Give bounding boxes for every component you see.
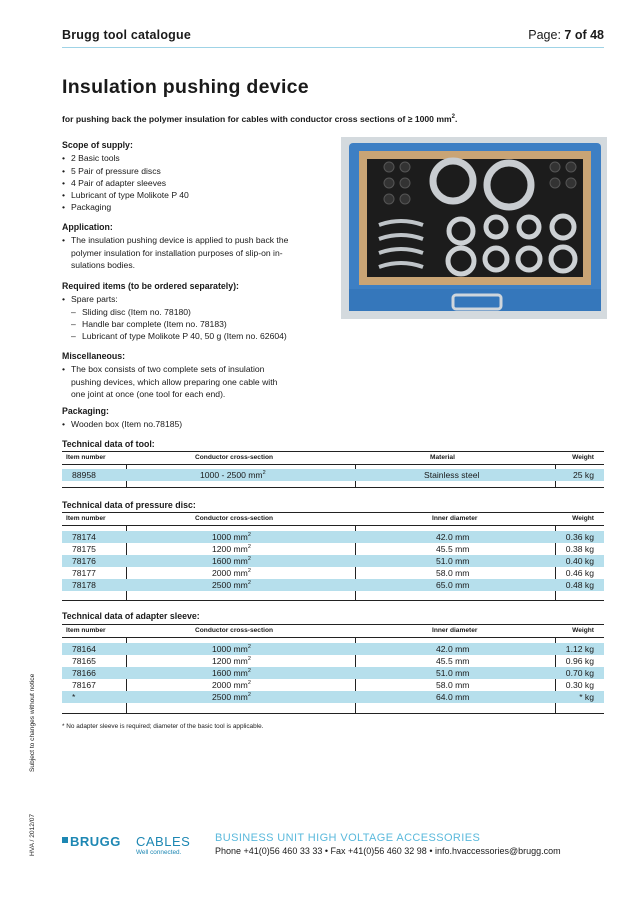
list-item: – Handle bar complete (Item no. 78183) [62,318,332,330]
cell-item: 78176 [72,556,96,566]
misc-list [62,363,332,400]
col-cross-section: Conductor cross-section [195,515,274,522]
cell-material: Stainless steel [424,470,480,480]
footnote: * No adapter sleeve is required; diameter of the basic tool is applicable. [62,723,264,730]
table-body [62,465,604,488]
cell-cross: 1200 $mm^2$ [212,656,251,666]
catalogue-title: Brugg tool catalogue [62,28,191,42]
cell-item: 78174 [72,532,96,542]
page-number: Page: 7 of 48 [528,28,604,42]
packaging-section [62,405,332,431]
application-section [62,221,332,271]
list-item: • 2 Basic tools [62,152,332,164]
table-row [62,469,604,481]
tool-box-illustration [341,137,607,319]
table-body [62,638,604,714]
table-row [62,655,604,667]
table-row [62,667,604,679]
misc-section [62,350,332,400]
sleeve-table-title: Technical data of adapter sleeve: [62,611,200,621]
cell-cross: 2000 $mm^2$ [212,568,251,578]
cell-inner-diameter: 51.0 mm [436,556,470,566]
table-row [62,543,604,555]
col-cross-section: Conductor cross-section [195,627,274,634]
cell-weight: 25 kg [572,470,594,480]
sleeve-table [62,624,604,714]
side-notice: Subject to changes without notice [29,673,36,772]
scope-section [62,139,332,214]
col-weight: Weight [572,515,594,522]
cell-weight: 0.70 kg [565,668,594,678]
cell-inner-diameter: 65.0 mm [436,580,470,590]
cell-item: 78165 [72,656,96,666]
brugg-logo [62,832,198,858]
list-item: • Wooden box (Item no.78185) [62,418,332,430]
cell-item: 88958 [72,470,96,480]
business-unit: BUSINESS UNIT HIGH VOLTAGE ACCESSORIES [215,832,481,844]
list-item: • Lubricant of type Molikote P 40 [62,189,332,201]
cell-weight: 0.38 kg [565,544,594,554]
required-list [62,293,332,342]
disc-table [62,512,604,601]
cell-weight: 0.36 kg [565,532,594,542]
cell-inner-diameter: 64.0 mm [436,692,470,702]
cell-cross: 2500 $mm^2$ [212,692,251,702]
col-material: Material [430,454,455,461]
cell-item: 78175 [72,544,96,554]
tool-table [62,451,604,488]
table-header [62,624,604,638]
cell-weight: 1.12 kg [565,644,594,654]
col-cross-section: Conductor cross-section [195,454,274,461]
cell-inner-diameter: 42.0 mm [436,644,470,654]
logo-brugg: BRUGG [70,834,121,849]
table-header [62,512,604,526]
cell-cross: 1600 $mm^2$ [212,556,251,566]
product-photo [341,137,607,319]
scope-list [62,152,332,213]
cell-inner-diameter: 58.0 mm [436,680,470,690]
side-version: HVA / 2012/07 [29,813,36,856]
cell-item: 78167 [72,680,96,690]
application-list [62,234,332,271]
cell-weight: 0.40 kg [565,556,594,566]
cell-inner-diameter: 45.5 mm [436,656,470,666]
cell-weight: 0.30 kg [565,680,594,690]
table-row [62,579,604,591]
logo-cables: CABLES [136,834,191,849]
cell-cross: 1200 $mm^2$ [212,544,251,554]
table-row [62,555,604,567]
cell-inner-diameter: 51.0 mm [436,668,470,678]
tool-table-title: Technical data of tool: [62,439,155,449]
cell-cross: 2000 $mm^2$ [212,680,251,690]
cell-cross: 1000 $mm^2$ [212,532,251,542]
scope-heading: Scope of supply: [62,140,133,150]
cell-item: 78178 [72,580,96,590]
misc-heading: Miscellaneous: [62,351,126,361]
table-row [62,691,604,703]
table-row [62,567,604,579]
cell-weight: 0.48 kg [565,580,594,590]
required-section [62,280,332,342]
cell-item: * [72,692,76,702]
cell-item: 78177 [72,568,96,578]
application-heading: Application: [62,222,113,232]
logo-tagline: Well connected. [136,849,182,856]
cell-cross: 2500 $mm^2$ [212,580,251,590]
required-heading: Required items (to be ordered separately): [62,281,239,291]
contact-line: Phone +41(0)56 460 33 33 • Fax +41(0)56 460 32 98 • info.hvaccessories@brugg.com [215,846,561,856]
table-row [62,643,604,655]
cell-inner-diameter: 58.0 mm [436,568,470,578]
cell-item: 78166 [72,668,96,678]
col-weight: Weight [572,627,594,634]
table-header [62,451,604,465]
list-item: • The box consists of two complete sets of insulation pushing devices, which allow preparing one cable with one joint at once (one tool for each end). [62,363,332,400]
cell-cross: 1000 - 2500 $mm^2$ [200,470,266,480]
cell-weight: * kg [579,692,594,702]
disc-table-title: Technical data of pressure disc: [62,500,196,510]
col-inner-diameter: Inner diameter [432,515,478,522]
page-title: Insulation pushing device [62,76,309,98]
page-subtitle: for pushing back the polymer insulation for cables with conductor cross sections of ≥ 1000 $mm^2$. [62,114,458,124]
cell-weight: 0.46 kg [565,568,594,578]
list-item: • The insulation pushing device is applied to push back the polymer insulation for installation purposes of slip-on in- sulations bodies. [62,234,332,271]
col-item-number: Item number [66,627,106,634]
cell-inner-diameter: 45.5 mm [436,544,470,554]
col-weight: Weight [572,454,594,461]
cell-item: 78164 [72,644,96,654]
packaging-list [62,418,332,430]
table-row [62,679,604,691]
cell-cross: 1600 $mm^2$ [212,668,251,678]
list-item: – Lubricant of type Molikote P 40, 50 g (Item no. 62604) [62,330,332,342]
list-item: • 4 Pair of adapter sleeves [62,177,332,189]
list-item: • Packaging [62,201,332,213]
cell-inner-diameter: 42.0 mm [436,532,470,542]
col-item-number: Item number [66,515,106,522]
table-row [62,531,604,543]
list-item: – Sliding disc (Item no. 78180) [62,306,332,318]
packaging-heading: Packaging: [62,406,109,416]
table-body [62,526,604,601]
cell-cross: 1000 $mm^2$ [212,644,251,654]
list-item: • 5 Pair of pressure discs [62,165,332,177]
col-item-number: Item number [66,454,106,461]
page-header [62,28,604,48]
list-item: • Spare parts: [62,293,332,305]
col-inner-diameter: Inner diameter [432,627,478,634]
cell-weight: 0.96 kg [565,656,594,666]
